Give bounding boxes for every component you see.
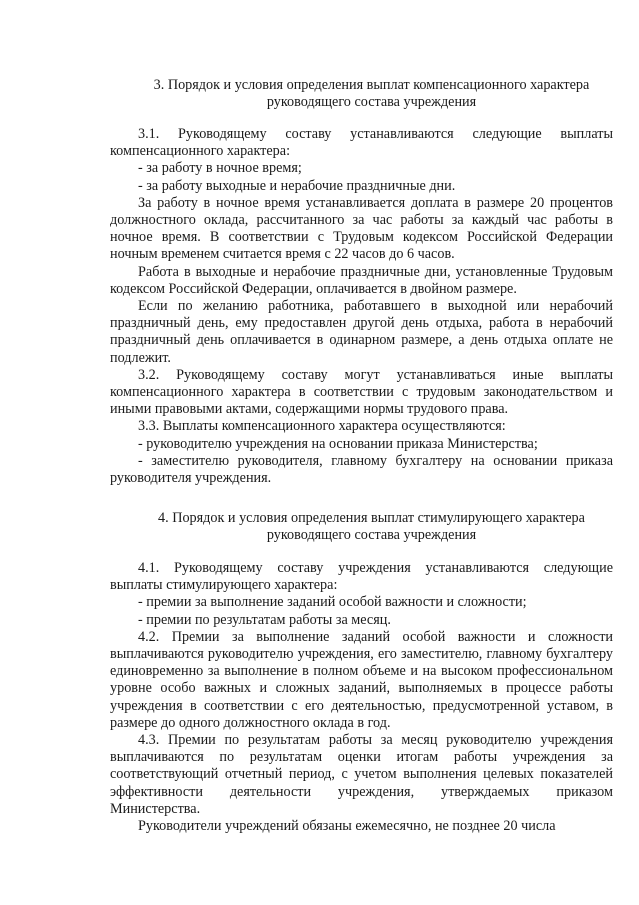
paragraph: 4.2. Премии за выполнение заданий особой важности и сложности выплачиваются руководителю учреждения, его заместителю, главному бухгалтеру единовременно за выполнение в полном объеме и на высоком профессиональном уровне особо важных и сложных заданий, выполняемых в процессе работы учреждения в соответствии с его деятельностью, предусмотренной уставом, в размере до одного должностного оклада в год. <box>110 628 613 731</box>
paragraph: Руководители учреждений обязаны ежемесячно, не позднее 20 числа <box>138 818 556 835</box>
paragraph: За работу в ночное время устанавливается доплата в размере 20 процентов должностного оклада, рассчитанного за час работы за каждый час работы в ночное время. В соответствии с Трудовым кодексом Российской Федерации ночным временем считается время с 22 часов до 6 часов. <box>110 194 613 263</box>
section-3-body <box>110 126 613 487</box>
paragraph: 4.1. Руководящему составу учреждения устанавливаются следующие выплаты стимулирующего характера: <box>110 560 613 594</box>
paragraph: 3.3. Выплаты компенсационного характера осуществляются: <box>138 418 506 435</box>
section-4-body <box>110 560 613 835</box>
list-item: - премии по результатам работы за месяц. <box>138 611 391 628</box>
paragraph: Работа в выходные и нерабочие праздничные дни, установленные Трудовым кодексом Российской Федерации, оплачивается в двойном размере. <box>110 263 613 297</box>
paragraph: 3.1. Руководящему составу устанавливаются следующие выплаты компенсационного характера: <box>110 126 613 160</box>
list-item: - за работу выходные и нерабочие праздничные дни. <box>138 177 456 194</box>
list-item: - руководителю учреждения на основании приказа Министерства; <box>138 435 538 452</box>
section-4-heading: 4. Порядок и условия определения выплат стимулирующего характера руководящего состава учреждения <box>158 510 585 544</box>
paragraph: 4.3. Премии по результатам работы за месяц руководителю учреждения выплачиваются по результатам оценки итогам работы учреждения за соответствующий отчетный период, с учетом выполнения целевых показателей эффективности деятельности учреждения, утверждаемых приказом Министерства. <box>110 732 613 817</box>
paragraph: 3.2. Руководящему составу могут устанавливаться иные выплаты компенсационного характера в соответствии с трудовым законодательством и иными правовыми актами, содержащими нормы трудового права. <box>110 366 613 418</box>
list-item: - премии за выполнение заданий особой важности и сложности; <box>138 594 527 611</box>
list-item: - заместителю руководителя, главному бухгалтеру на основании приказа руководителя учреждения. <box>110 452 613 487</box>
list-item: - за работу в ночное время; <box>138 160 302 177</box>
section-3-heading: 3. Порядок и условия определения выплат компенсационного характера руководящего состава учреждения <box>153 77 590 111</box>
paragraph: Если по желанию работника, работавшего в выходной или нерабочий праздничный день, ему предоставлен другой день отдыха, работа в нерабочий праздничный день оплачивается в одинарном размере, а день отдыха оплате не подлежит. <box>110 298 613 366</box>
